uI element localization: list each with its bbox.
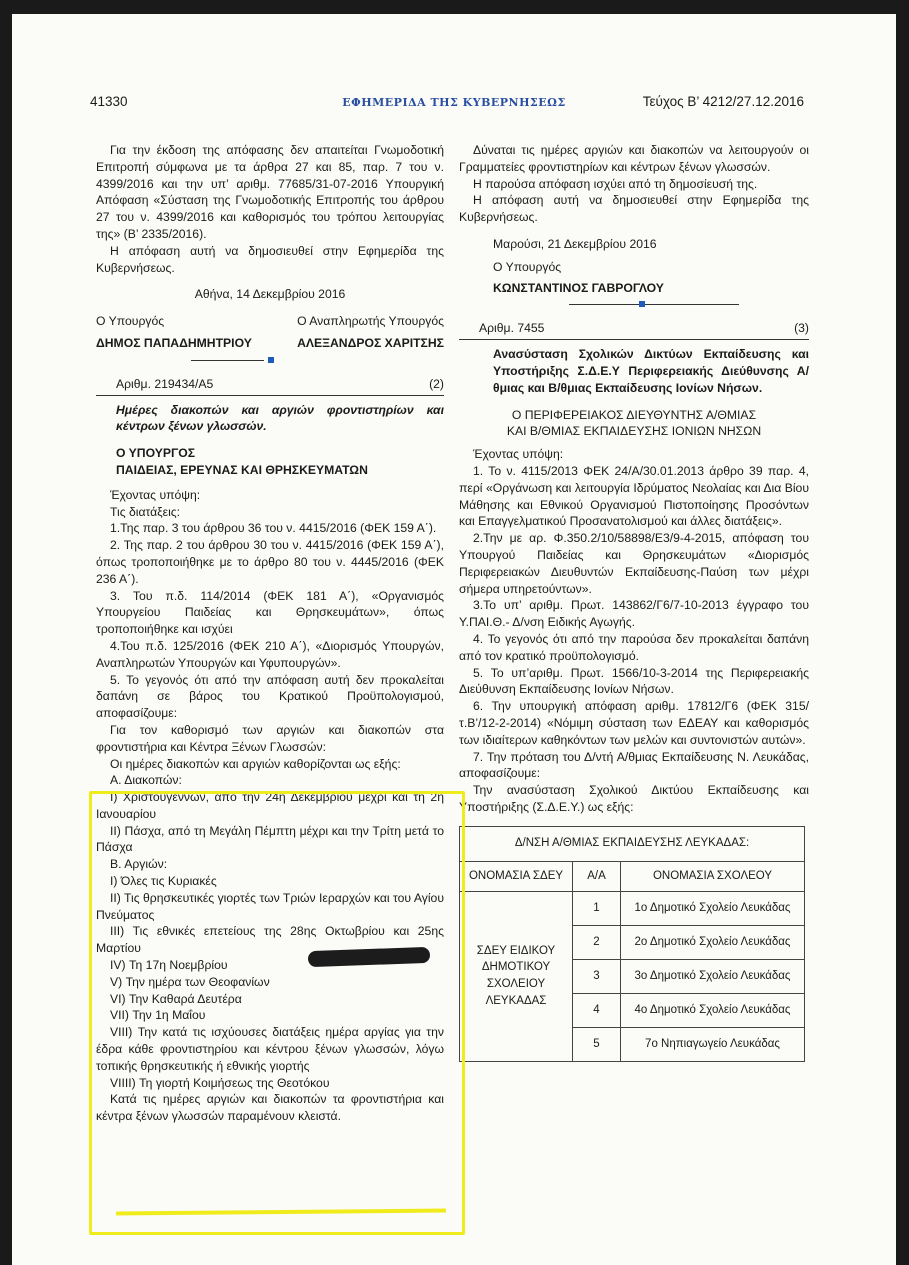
right-column: Δύναται τις ημέρες αργιών και διακοπών να λειτουργούν οι Γραμματείες φροντιστηρίων και κέντρων ξένων γλωσσών. Η παρούσα απόφαση ισχύει από τη δημοσίευσή της. Η απόφαση αυτή να δημοσιευθεί στην Εφημερίδα της Κυβερνήσεως. Μαρούσι, 21 Δεκεμβρίου 2016 Ο Υπουργός ΚΩΝΣΤΑΝΤΙΝΟΣ ΓΑΒΡΟΓΛΟΥ Αριθμ. 7455 (3) Ανασύσταση Σχολικών Δικτύων Εκπαίδευσης και Υποστήριξης Σ.Δ.Ε.Υ Περιφερειακής Διεύθυνσης Α/θμιας και Β/θμιας Εκπαίδευσης Ιονίων Νήσων. Ο ΠΕΡΙΦΕΡΕΙΑΚΟΣ ΔΙΕΥΘΥΝΤΗΣ Α/ΘΜΙΑΣ ΚΑΙ Β/ΘΜΙΑΣ ΕΚΠΑΙΔΕΥΣΗΣ ΙΟΝΙΩΝ ΝΗΣΩΝ Έχοντας υπόψη: 1. Το ν. 4115/2013 ΦΕΚ 24/Α/30.01.2013 άρθρο 39 παρ. 4, περί «Οργάνωση και λειτουργία Ιδρύματος Νεολαίας και Δια Βίου Μάθησης και Εθνικού Οργανισμού Πιστοποίησης Προσόντων και Επαγγελματικού Προσανατολισμού και άλλες διατάξεις». 2.Την με αρ. Φ.350.2/10/58898/Ε3/9-4-2015, απόφαση του Υπουργού Παιδείας και Θρησκευμάτων «Διορισμός Περιφερειακών Διευθυντών Εκπαίδευσης-Παύση των μέχρι σήμερα υπηρετούντων». 3.Το υπ’ αριθμ. Πρωτ. 143862/Γ6/7-10-2013 έγγραφο του Υ.ΠΑΙ.Θ.- Δ/νση Ειδικής Αγωγής. 4. Το γεγονός ότι από την παρούσα δεν προκαλείται δαπάνη από τον κρατικό προϋπολογισμό. 5. Το υπ’αριθμ. Πρωτ. 1566/10-3-2014 της Περιφερειακής Διεύθυνση Εκπαίδευσης Ιονίων Νήσων. 6. Την υπουργική απόφαση αριθμ. 17812/Γ6 (ΦΕΚ 315/τ.Β’/12-2-2014) «Νόμιμη σύσταση των ΕΔΕΑΥ και καθορισμός των ιδιαίτερων καθηκόντων των μελών και συντονιστών αυτών». 7. Την πρόταση του Δ/ντή Α/θμιας Εκπαίδευσης Ν. Λευκάδας, αποφασίζουμε: Την ανασύσταση Σχολικού Δικτύου Εκπαίδευσης και Υποστήριξης (Σ.Δ.Ε.Υ.) ως εξής: Δ/ΝΣΗ Α/ΘΜΙΑΣ ΕΚΠΑΙΔΕΥΣΗΣ ΛΕΥΚΑΔΑΣ: ΟΝΟΜΑΣΙΑ ΣΔΕΥ Α/Α ΟΝΟΜΑΣΙΑ ΣΧΟΛΕΟΥ ΣΔΕΥ ΕΙΔΙΚΟΥ ΔΗΜΟΤΙΚΟΥ ΣΧΟΛΕΙΟΥ ΛΕΥΚΑΔΑΣ 1 1ο Δημοτικό Σχολείο Λευκάδας 2 2ο Δημοτικό Σχολείο Λευκάδας 3 3ο Δημοτικό Σχολείο Λευκάδας 4 4ο Δημοτικό Σχολείο Λευκάδας 5 7ο Νηπιαγωγείο Λευκάδας [459, 142, 809, 1062]
decision-title: Ανασύσταση Σχολικών Δικτύων Εκπαίδευσης και Υποστήριξης Σ.Δ.Ε.Υ Περιφερειακής Διεύθυνσης Α/θμιας και Β/θμιας Εκπαίδευσης Ιονίων Νήσων. [493, 347, 809, 395]
signatories-titles: Ο Υπουργός Ο Αναπληρωτής Υπουργός [96, 314, 444, 329]
authority-heading: ΚΑΙ Β/ΘΜΙΑΣ ΕΚΠΑΙΔΕΥΣΗΣ ΙΟΝΙΩΝ ΝΗΣΩΝ [506, 424, 762, 439]
page [12, 14, 896, 1265]
left-column: Για την έκδοση της απόφασης δεν απαιτείται Γνωμοδοτική Επιτροπή σύμφωνα με τα άρθρα 27 και 85, παρ. 7 του ν. 4399/2016 και την υπ’ αριθμ. 77685/31-07-2016 Υπουργική Απόφαση «Σύσταση της Γνωμοδοτικής Επιτροπής του άρθρου 27 του ν. 4399/2016 και καθορισμός του τρόπου λειτουργίας της» (Β’ 2335/2016). Η απόφαση αυτή να δημοσιευθεί στην Εφημερίδα της Κυβερνήσεως. Αθήνα, 14 Δεκεμβρίου 2016 Ο Υπουργός Ο Αναπληρωτής Υπουργός ΔΗΜΟΣ ΠΑΠΑΔΗΜΗΤΡΙΟΥ ΑΛΕΞΑΝΔΡΟΣ ΧΑΡΙΤΣΗΣ Αριθμ. 219434/Α5 (2) Ημέρες διακοπών και αργιών φροντιστηρίων και κέντρων ξένων γλωσσών. Ο ΥΠΟΥΡΓΟΣ ΠΑΙΔΕΙΑΣ, ΕΡΕΥΝΑΣ ΚΑΙ ΘΡΗΣΚΕΥΜΑΤΩΝ Έχοντας υπόψη: Τις διατάξεις: 1.Της παρ. 3 του άρθρου 36 του ν. 4415/2016 (ΦΕΚ 159 Α΄). 2. Της παρ. 2 του άρθρου 30 του ν. 4415/2016 (ΦΕΚ 159 Α΄), όπως τροποποιήθηκε με το άρθρο 80 του ν. 4445/2016 (ΦΕΚ 236 Α΄). 3. Του π.δ. 114/2014 (ΦΕΚ 181 Α΄), «Οργανισμός Υπουργείου Παιδείας και Θρησκευμάτων», όπως τροποποιήθηκε και ισχύει 4.Του π.δ. 125/2016 (ΦΕΚ 210 Α΄), «Διορισμός Υπουργών, Αναπληρωτών Υπουργών και Υφυπουργών». 5. Το γεγονός ότι από την απόφαση αυτή δεν προκαλείται δαπάνη σε βάρος του Κρατικού Προϋπολογισμού, αποφασίζουμε: Για τον καθορισμό των αργιών και διακοπών στα φροντιστήρια και Κέντρα Ξένων Γλωσσών: Οι ημέρες διακοπών και αργιών καθορίζονται ως εξής: Α. Διακοπών: Ι) Χριστουγέννων, από την 24η Δεκεμβρίου μέχρι και τη 2η Ιανουαρίου ΙΙ) Πάσχα, από τη Μεγάλη Πέμπτη μέχρι και την Τρίτη μετά το Πάσχα Β. Αργιών: Ι) Όλες τις Κυριακές ΙΙ) Τις θρησκευτικές γιορτές των Τριών Ιεραρχών και του Αγίου Πνεύματος ΙΙΙ) Τις εθνικές επετείους της 28ης Οκτωβρίου και 25ης Μαρτίου ΙV) Τη 17η Νοεμβρίου V) Την ημέρα των Θεοφανίων VI) Την Καθαρά Δευτέρα VII) Την 1η Μαΐου VIII) Την κατά τις ισχύουσες διατάξεις ημέρα αργίας για την έδρα κάθε φροντιστηρίου και κέντρου ξένων γλωσσών, λόγω τοπικής θρησκευτικής ή εθνικής γιορτής VIIII) Τη γιορτή Κοιμήσεως της Θεοτόκου Κατά τις ημέρες αργιών και διακοπών τα φροντιστήρια και κέντρα ξένων γλωσσών παραμένουν κλειστά. [96, 143, 444, 1124]
signatories-names: ΔΗΜΟΣ ΠΑΠΑΔΗΜΗΤΡΙΟΥ ΑΛΕΞΑΝΔΡΟΣ ΧΑΡΙΤΣΗΣ [96, 335, 444, 350]
separator [96, 352, 444, 370]
paragraph: Για την έκδοση της απόφασης δεν απαιτείται Γνωμοδοτική Επιτροπή σύμφωνα με τα άρθρα 27 και 85, παρ. 7 του ν. 4399/2016 και την υπ’ αριθμ. 77685/31-07-2016 Υπουργική Απόφαση «Σύσταση της Γνωμοδοτικής Επιτροπής του άρθρου 27 του ν. 4399/2016 και καθορισμός του τρόπου λειτουργίας της» (Β’ 2335/2016). [96, 143, 444, 241]
authority-heading: Ο ΥΠΟΥΡΓΟΣ [116, 446, 196, 461]
gazette-title: ΕΦΗΜΕΡΙΔΑ ΤΗΣ ΚΥΒΕΡΝΗΣΕΩΣ [342, 96, 566, 109]
issue-number: Τεύχος Β’ 4212/27.12.2016 [642, 94, 804, 109]
place-date: Μαρούσι, 21 Δεκεμβρίου 2016 [493, 236, 657, 251]
place-date: Αθήνα, 14 Δεκεμβρίου 2016 [194, 287, 346, 302]
highlight-box [89, 791, 465, 1235]
page-header [12, 94, 896, 114]
sdey-name: ΣΔΕΥ ΕΙΔΙΚΟΥ ΔΗΜΟΤΙΚΟΥ ΣΧΟΛΕΙΟΥ ΛΕΥΚΑΔΑΣ [460, 891, 573, 1061]
schools-table: Δ/ΝΣΗ Α/ΘΜΙΑΣ ΕΚΠΑΙΔΕΥΣΗΣ ΛΕΥΚΑΔΑΣ: ΟΝΟΜΑΣΙΑ ΣΔΕΥ Α/Α ΟΝΟΜΑΣΙΑ ΣΧΟΛΕΟΥ ΣΔΕΥ ΕΙΔΙΚΟΥ ΔΗΜΟΤΙΚΟΥ ΣΧΟΛΕΙΟΥ ΛΕΥΚΑΔΑΣ 1 1ο Δημοτικό Σχολείο Λευκάδας 2 2ο Δημοτικό Σχολείο Λευκάδας 3 3ο Δημοτικό Σχολείο Λευκάδας 4 4ο Δημοτικό Σχολείο Λευκάδας 5 7ο Νηπιαγωγείο Λευκάδας [459, 826, 805, 1062]
decision-title: Ημέρες διακοπών και αργιών φροντιστηρίων και κέντρων ξένων γλωσσών. [116, 402, 444, 434]
authority-heading: ΠΑΙΔΕΙΑΣ, ΕΡΕΥΝΑΣ ΚΑΙ ΘΡΗΣΚΕΥΜΑΤΩΝ [116, 462, 368, 477]
decision-number: Αριθμ. 7455 (3) [459, 320, 809, 340]
decision-number: Αριθμ. 219434/Α5 (2) [96, 376, 444, 396]
separator [459, 296, 809, 314]
authority-heading: Ο ΠΕΡΙΦΕΡΕΙΑΚΟΣ ΔΙΕΥΘΥΝΤΗΣ Α/ΘΜΙΑΣ [511, 407, 757, 422]
page-number: 41330 [90, 94, 128, 109]
paragraph: Η απόφαση αυτή να δημοσιευθεί στην Εφημερίδα της Κυβερνήσεως. [96, 243, 444, 275]
signatory-name: ΚΩΝΣΤΑΝΤΙΝΟΣ ΓΑΒΡΟΓΛΟΥ [493, 280, 664, 295]
